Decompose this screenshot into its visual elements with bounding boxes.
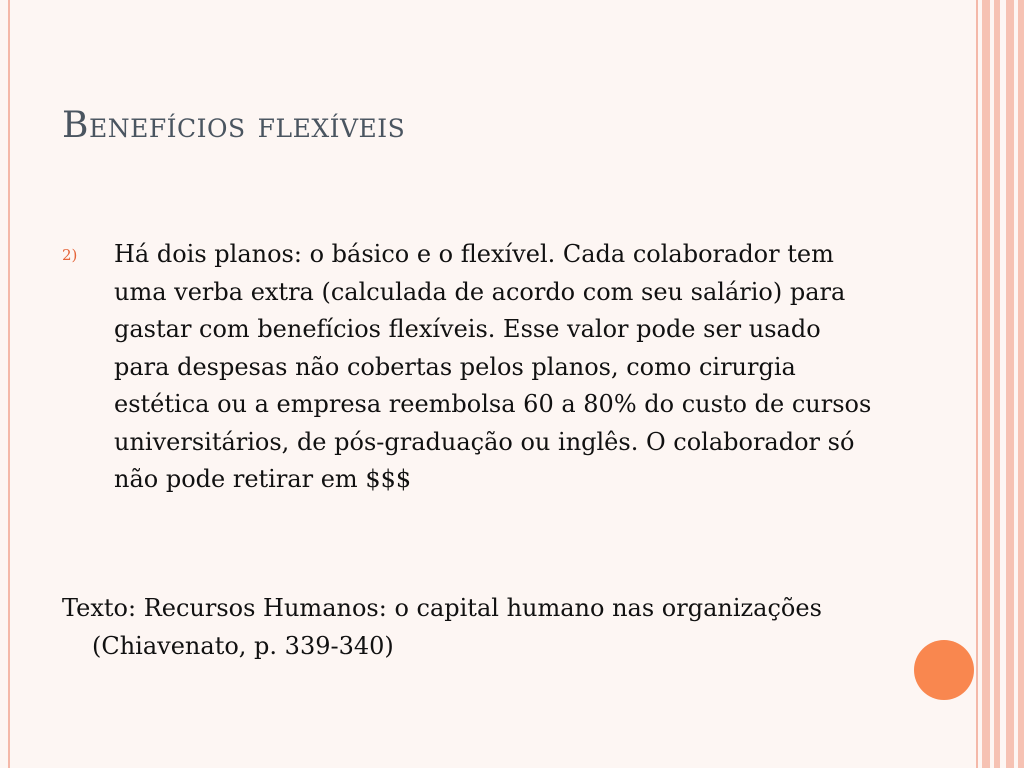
right-stripe-5 — [1018, 0, 1024, 768]
bullet-text: Há dois planos: o básico e o flexível. Cada colaborador tem uma verba extra (calculada de acordo com seu salário) para gastar com benefícios flexíveis. Esse valor pode ser usado para despesas não cobertas pelos planos, como cirurgia estética ou a empresa reembolsa 60 a 80% do custo de cursos universitários, de pós-graduação ou inglês. O colaborador só não pode retirar em $$$ — [114, 240, 872, 493]
bullet-marker: 2) — [62, 246, 78, 264]
source-citation: Texto: Recursos Humanos: o capital humano nas organizações (Chiavenato, p. 339-340) — [62, 594, 822, 660]
right-stripe-4 — [1006, 0, 1014, 768]
right-stripe-2 — [982, 0, 990, 768]
left-border-line — [8, 0, 10, 768]
bullet-item — [62, 236, 872, 499]
right-stripe-3 — [994, 0, 1000, 768]
right-stripe-1 — [976, 0, 978, 768]
slide-title: Benefícios flexíveis — [62, 105, 406, 146]
accent-circle — [914, 640, 974, 700]
